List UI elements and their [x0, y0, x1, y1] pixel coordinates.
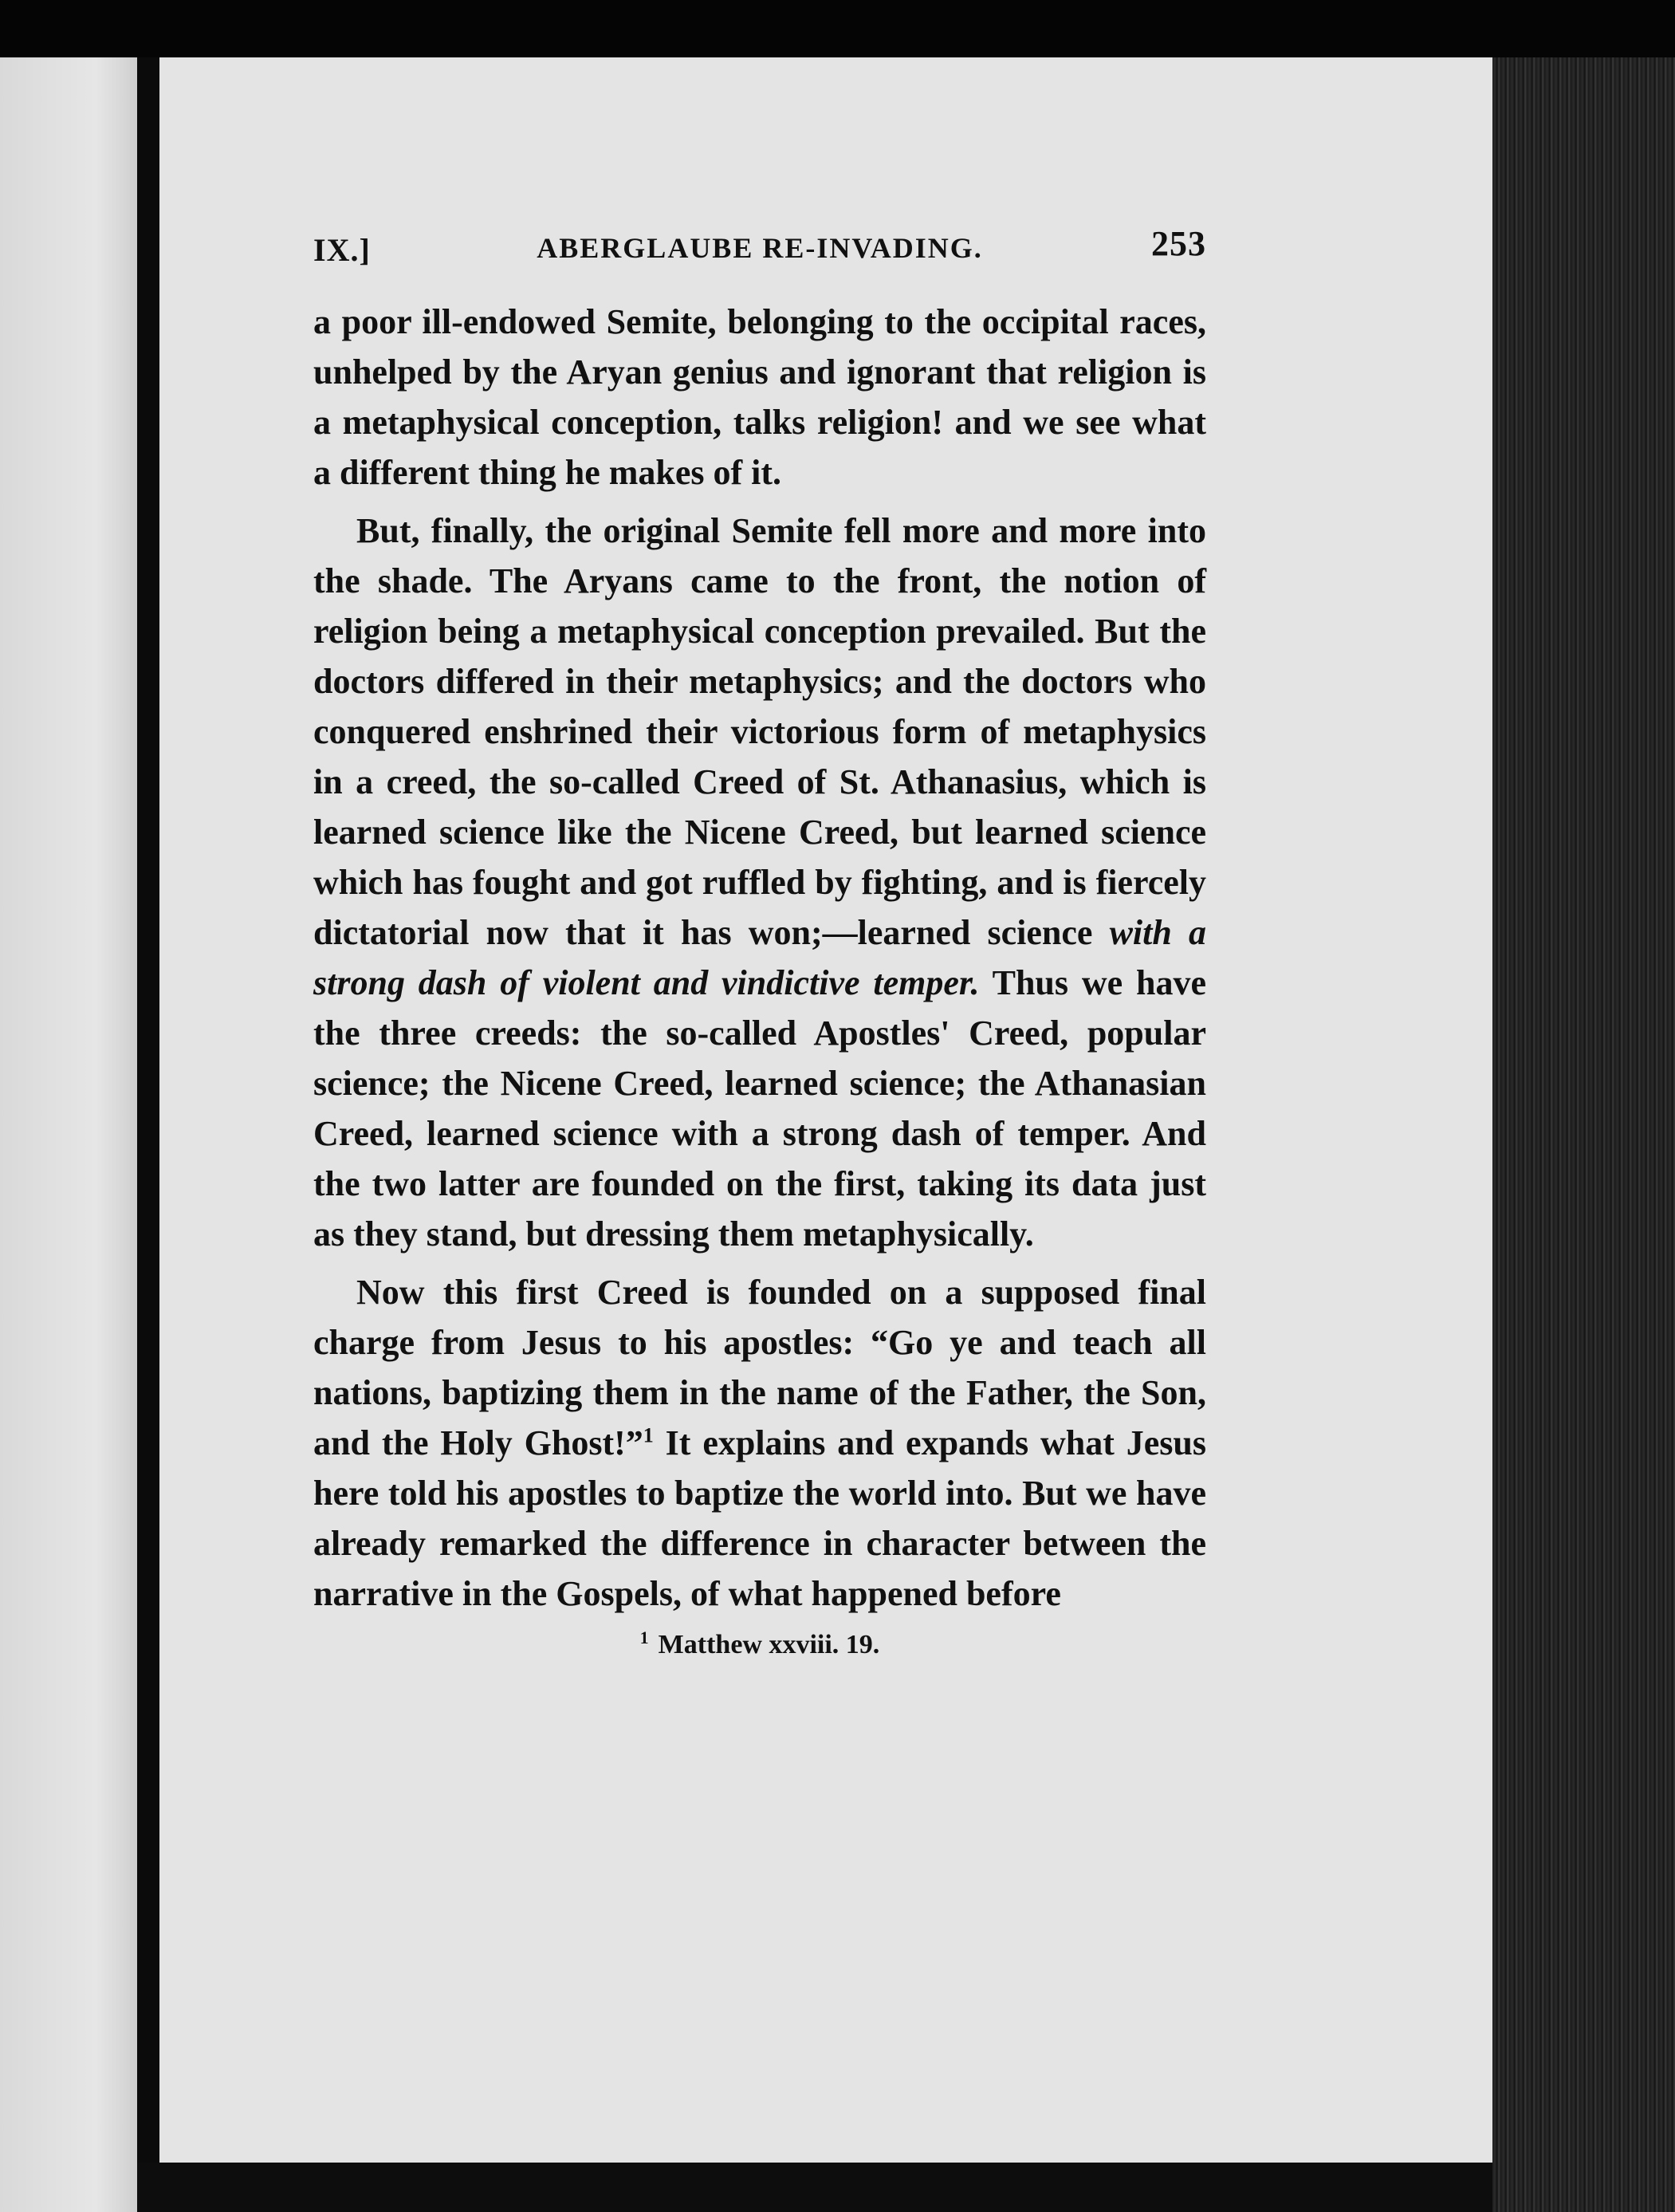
page-block-fore-edge [1492, 57, 1675, 2212]
paragraph-2-text-c: Thus we have the three creeds: the so-called Apostles' Creed, popular science; the Nicene Creed, learned science; the Athanasian Creed, learned science with a strong dash of temper. And the two latter are founded on the first, taking its data just as they stand, but dressing them metaphysically. [313, 963, 1206, 1254]
running-head [313, 223, 1206, 271]
paragraph-3 [313, 1267, 1206, 1619]
paragraph-1-text: a poor ill-endowed Semite, belonging to the occipital races, unhelped by the Aryan genius and ignorant that religion is a metaphysical conception, talks religion! and we see what a different thing he makes of it. [313, 302, 1206, 492]
page-text-block [313, 223, 1206, 1660]
left-page-edge [0, 57, 137, 2212]
footnote-number: 1 [639, 1627, 649, 1647]
running-title: ABERGLAUBE RE-INVADING. [537, 232, 983, 264]
gutter-shadow [137, 57, 159, 2212]
paragraph-2 [313, 506, 1206, 1259]
footnote-reference: 1 [643, 1423, 654, 1447]
bottom-shadow [137, 2163, 1492, 2212]
paragraph-3-text-b: It explains and expands what Jesus here told his apostles to baptize the world into. But we have already remarked the difference in character between the narrative in the Gospels, of what happened before [313, 1423, 1207, 1613]
page-number: 253 [1151, 224, 1206, 263]
chapter-marker: IX.] [313, 232, 371, 268]
footnote-text: Matthew xxviii. 19. [658, 1630, 880, 1659]
body-text [313, 297, 1206, 1619]
footnote [313, 1627, 1206, 1660]
paragraph-2-italic: with a strong dash of violent and vindictive temper. [313, 913, 1206, 1002]
paragraph-2-text-a: But, finally, the original Semite fell more and more into the shade. The Aryans came to the front, the notion of religion being a metaphysical conception prevailed. But the doctors differed in their metaphysics; and the doctors who conquered enshrined their victorious form of metaphysics in a creed, the so-called Creed of St. Athanasius, which is learned science like the Nicene Creed, but learned science which has fought and got ruffled by fighting, and is fiercely dictatorial now that it has won;—learned science [313, 511, 1206, 952]
paragraph-1 [313, 297, 1206, 498]
paragraph-3-text-a: Now this first Creed is founded on a supposed final charge from Jesus to his apostles: “Go ye and teach all nations, baptizing them in the name of the Father, the Son, and the Holy Ghost!” [313, 1273, 1206, 1462]
